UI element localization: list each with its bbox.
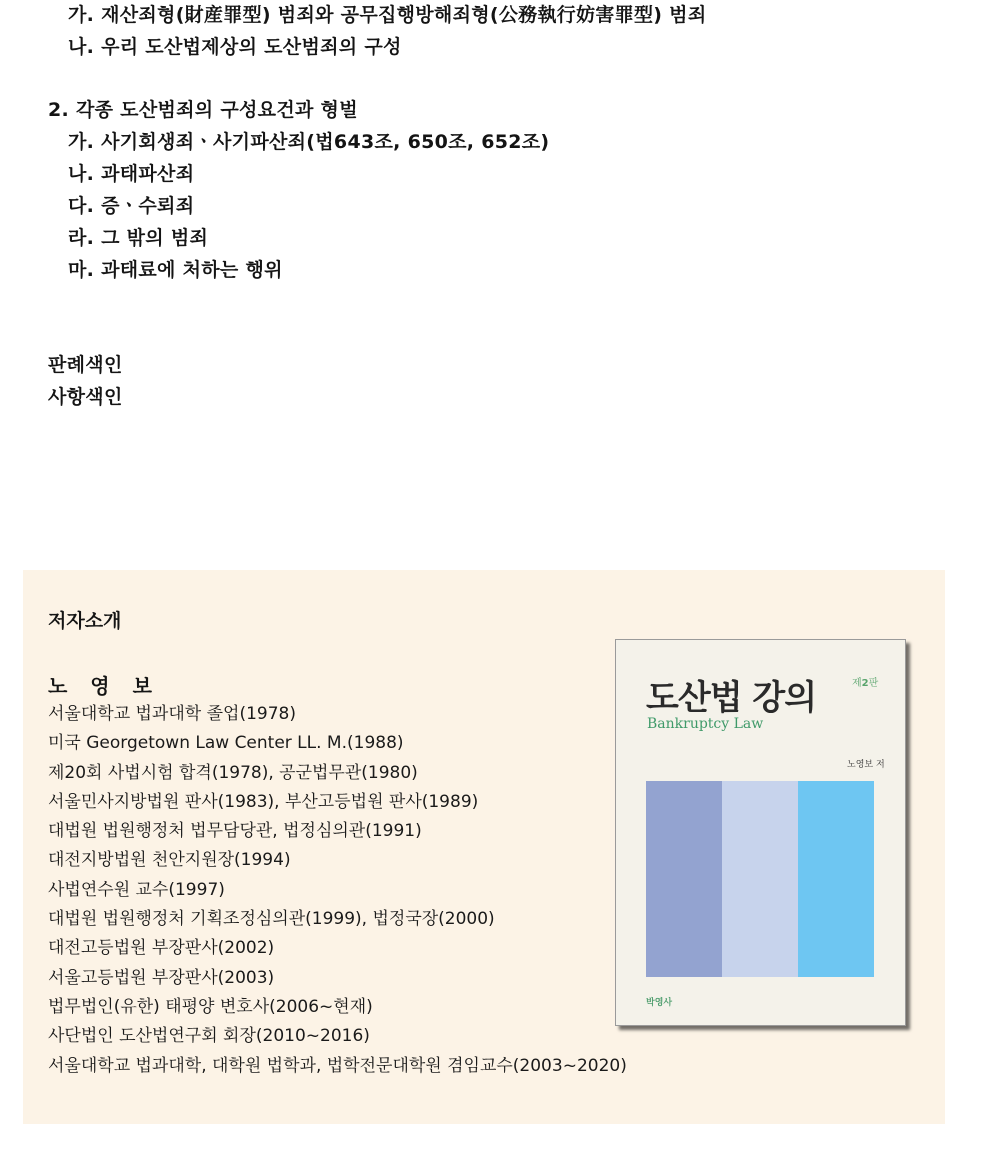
career-item: 서울대학교 법과대학, 대학원 법학과, 법학전문대학원 겸임교수(2003~2020) [48,1055,627,1076]
toc-item: 가. 재산죄형(財産罪型) 범죄와 공무집행방해죄형(公務執行妨害罪型) 범죄 [68,4,707,26]
book-author: 노영보 저 [847,760,885,770]
book-title: 도산법 강의 [646,678,817,718]
edition-number: 2 [861,678,869,689]
toc-item: 가. 사기회생죄ㆍ사기파산죄(법643조, 650조, 652조) [68,131,550,153]
career-item: 서울고등법원 부장판사(2003) [48,967,275,988]
author-introduction-panel [23,570,945,1124]
toc-case-index: 판례색인 [48,354,123,376]
career-item: 대전지방법원 천안지원장(1994) [48,850,291,871]
author-section-heading: 저자소개 [48,610,122,632]
book-edition [852,674,878,689]
cover-stripe-middle [722,781,798,977]
toc-subject-index: 사항색인 [48,386,123,408]
cover-stripe-right [798,781,874,977]
book-cover-image [615,639,906,1026]
career-item: 사단법인 도산법연구회 회장(2010~2016) [48,1026,370,1047]
career-item: 사법연수원 교수(1997) [48,879,225,900]
author-career-list [48,700,627,1081]
career-item: 법무법인(유한) 태평양 변호사(2006~현재) [48,996,373,1017]
toc-item: 라. 그 밖의 범죄 [68,227,209,249]
toc-item: 다. 증ㆍ수뢰죄 [68,195,195,217]
career-item: 제20회 사법시험 합격(1978), 공군법무관(1980) [48,762,418,783]
edition-prefix: 제 [852,678,862,689]
toc-item: 나. 과태파산죄 [68,163,195,185]
book-publisher-logo: 박영사 [646,998,673,1008]
toc-section-heading: 2. 각종 도산범죄의 구성요건과 형벌 [48,99,358,121]
career-item: 서울민사지방법원 판사(1983), 부산고등법원 판사(1989) [48,791,479,812]
author-name: 노 영 보 [48,674,160,698]
career-item: 대법원 법원행정처 법무담당관, 법정심의관(1991) [48,821,422,842]
career-item: 대전고등법원 부장판사(2002) [48,938,275,959]
career-item: 대법원 법원행정처 기획조정심의관(1999), 법정국장(2000) [48,909,495,930]
edition-suffix: 판 [868,678,879,689]
book-subtitle: Bankruptcy Law [647,716,764,732]
career-item: 미국 Georgetown Law Center LL. M.(1988) [48,733,404,754]
toc-item: 나. 우리 도산법제상의 도산범죄의 구성 [68,36,402,58]
career-item: 서울대학교 법과대학 졸업(1978) [48,704,296,724]
toc-item: 마. 과태료에 처하는 행위 [68,259,283,281]
cover-stripe-left [646,781,722,977]
